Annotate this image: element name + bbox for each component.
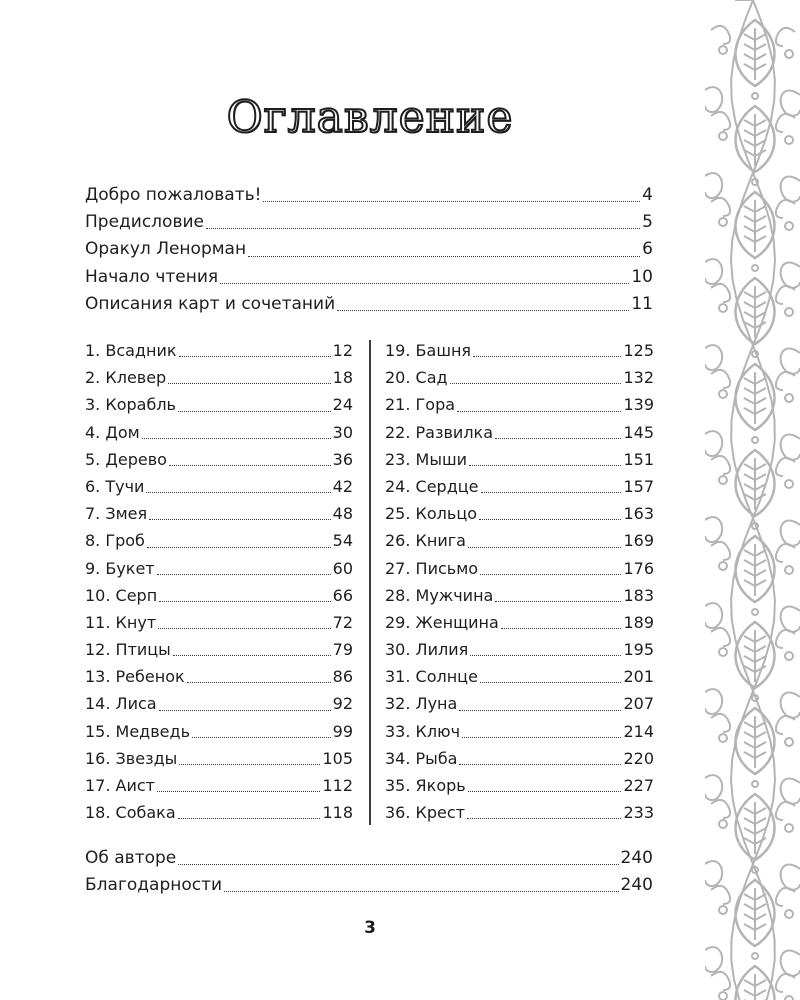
entry-title: Добро пожаловать!	[85, 185, 262, 205]
toc-card-entry	[85, 419, 353, 446]
toc-back-matter-list	[85, 845, 653, 899]
toc-entry	[85, 264, 653, 291]
dot-leader	[248, 255, 640, 257]
toc-card-entry	[85, 364, 353, 391]
entry-page: 12	[332, 341, 353, 360]
entry-title: 20. Сад	[385, 368, 448, 388]
entry-title: 2. Клевер	[85, 368, 167, 388]
entry-title: 24. Сердце	[385, 476, 479, 496]
dot-leader	[337, 309, 629, 311]
dot-leader	[495, 437, 621, 439]
entry-title: 11. Кнут	[85, 612, 157, 632]
entry-title: 26. Книга	[385, 531, 466, 551]
entry-page: 118	[322, 803, 353, 823]
entry-page: 240	[620, 848, 653, 868]
dot-leader	[501, 627, 622, 629]
toc-card-entry	[385, 364, 654, 391]
entry-title: Об авторе	[85, 848, 177, 868]
toc-card-entry	[385, 473, 654, 500]
entry-title: 32. Луна	[385, 694, 458, 714]
entry-title: 12. Птицы	[85, 640, 171, 660]
toc-card-entry	[85, 745, 353, 772]
entry-page: 42	[332, 476, 353, 496]
entry-title: 22. Развилка	[385, 422, 494, 442]
toc-card-entry	[85, 582, 353, 609]
entry-title: 19. Башня	[385, 341, 472, 360]
entry-page: 24	[332, 395, 353, 415]
entry-page: 10	[631, 266, 653, 287]
entry-page: 5	[642, 212, 653, 233]
entry-page: 36	[332, 449, 353, 469]
entry-title: 10. Серп	[85, 585, 158, 605]
entry-page: 105	[322, 748, 353, 768]
dot-leader	[157, 790, 320, 792]
toc-entry	[85, 209, 653, 236]
entry-title: 8. Гроб	[85, 531, 145, 551]
entry-page: 18	[332, 368, 353, 388]
dot-leader	[462, 736, 621, 738]
toc-card-entry	[85, 609, 353, 636]
entry-page: 220	[623, 748, 654, 768]
entry-title: 31. Солнце	[385, 667, 478, 687]
toc-card-entry	[385, 582, 654, 609]
dot-leader	[159, 709, 331, 711]
entry-page: 169	[623, 531, 654, 551]
toc-cards-right-column	[385, 337, 654, 826]
dot-leader	[468, 546, 621, 548]
dot-leader	[459, 763, 621, 765]
dot-leader	[224, 890, 618, 892]
page-title: Оглавление	[226, 92, 514, 143]
toc-card-entry	[385, 419, 654, 446]
toc-card-entry	[385, 690, 654, 717]
toc-card-entry	[385, 799, 654, 826]
entry-page: 240	[620, 875, 653, 896]
toc-card-entry	[385, 718, 654, 745]
dot-leader	[467, 817, 621, 819]
toc-card-entry	[85, 772, 353, 799]
toc-card-entry	[85, 555, 353, 582]
dot-leader	[480, 681, 622, 683]
entry-page: 54	[332, 531, 353, 551]
toc-entry	[85, 845, 653, 872]
toc-card-entry	[85, 446, 353, 473]
entry-page: 72	[332, 612, 353, 632]
entry-page: 99	[332, 721, 353, 741]
entry-title: 33. Ключ	[385, 721, 461, 741]
toc-cards-left-column	[85, 337, 353, 826]
entry-title: 3. Корабль	[85, 395, 176, 415]
dot-leader	[481, 491, 622, 493]
toc-card-entry	[85, 636, 353, 663]
entry-title: 1. Всадник	[85, 341, 177, 360]
entry-title: Предисловие	[85, 212, 204, 233]
dot-leader	[179, 763, 320, 765]
toc-card-entry	[385, 391, 654, 418]
entry-page: 227	[623, 776, 654, 795]
entry-page: 125	[623, 341, 654, 360]
dot-leader	[168, 382, 330, 384]
entry-page: 86	[332, 667, 353, 687]
entry-page: 189	[623, 612, 654, 632]
toc-card-entry	[85, 527, 353, 554]
entry-title: 34. Рыба	[385, 748, 458, 768]
entry-page: 30	[332, 422, 353, 442]
toc-card-entry	[385, 527, 654, 554]
column-divider	[369, 340, 371, 825]
toc-card-entry	[85, 718, 353, 745]
toc-entry	[85, 182, 653, 209]
toc-card-entry	[85, 473, 353, 500]
entry-page: 92	[332, 694, 353, 714]
dot-leader	[178, 817, 321, 819]
dot-leader	[187, 681, 331, 683]
entry-page: 157	[623, 476, 654, 496]
entry-page: 139	[623, 395, 654, 415]
dot-leader	[147, 546, 331, 548]
entry-title: 16. Звезды	[85, 748, 178, 768]
entry-title: 17. Аист	[85, 776, 155, 795]
entry-page: 195	[623, 640, 654, 660]
dot-leader	[146, 491, 330, 493]
toc-card-entry	[385, 446, 654, 473]
entry-title: 15. Медведь	[85, 721, 191, 741]
dot-leader	[459, 709, 621, 711]
entry-title: 5. Дерево	[85, 449, 167, 469]
dot-leader	[149, 518, 330, 520]
entry-title: 25. Кольцо	[385, 504, 478, 524]
toc-card-entry	[85, 663, 353, 690]
toc-entry	[85, 872, 653, 899]
entry-page: 60	[332, 558, 353, 578]
dot-leader	[479, 518, 621, 520]
entry-page: 183	[623, 585, 654, 605]
dot-leader	[173, 654, 331, 656]
entry-title: 28. Мужчина	[385, 585, 494, 605]
entry-page: 163	[623, 504, 654, 524]
dot-leader	[220, 282, 629, 284]
toc-card-entry	[85, 391, 353, 418]
entry-page: 6	[642, 239, 653, 260]
entry-title: 35. Якорь	[385, 776, 466, 795]
entry-title: 7. Змея	[85, 504, 148, 524]
entry-page: 79	[332, 640, 353, 660]
toc-card-entry	[85, 799, 353, 826]
dot-leader	[470, 654, 621, 656]
toc-card-entry	[385, 663, 654, 690]
entry-title: Оракул Ленорман	[85, 239, 247, 260]
entry-title: 23. Мыши	[385, 449, 468, 469]
dot-leader	[142, 437, 331, 439]
dot-leader	[450, 382, 622, 384]
toc-card-entry	[385, 609, 654, 636]
toc-card-entry	[385, 636, 654, 663]
dot-leader	[157, 573, 331, 575]
dot-leader	[159, 600, 330, 602]
toc-card-entry	[385, 337, 654, 364]
entry-title: Благодарности	[85, 875, 223, 896]
entry-title: 29. Женщина	[385, 612, 499, 632]
entry-title: 36. Крест	[385, 803, 466, 823]
dot-leader	[169, 464, 331, 466]
dot-leader	[457, 410, 621, 412]
toc-card-entry	[85, 500, 353, 527]
entry-title: 6. Тучи	[85, 476, 145, 496]
dot-leader	[206, 227, 640, 229]
toc-card-entry	[385, 772, 654, 799]
entry-page: 4	[642, 185, 653, 205]
entry-title: 30. Лилия	[385, 640, 469, 660]
toc-card-entry	[85, 690, 353, 717]
entry-title: Описания карт и сочетаний	[85, 293, 336, 314]
entry-page: 207	[623, 694, 654, 714]
entry-page: 66	[332, 585, 353, 605]
dot-leader	[480, 573, 621, 575]
entry-page: 145	[623, 422, 654, 442]
toc-main-list	[85, 182, 653, 318]
dot-leader	[473, 355, 621, 357]
entry-title: 13. Ребенок	[85, 667, 185, 687]
toc-card-entry	[385, 500, 654, 527]
entry-title: 14. Лиса	[85, 694, 157, 714]
entry-page: 132	[623, 368, 654, 388]
dot-leader	[192, 736, 331, 738]
entry-page: 11	[631, 293, 653, 314]
entry-title: Начало чтения	[85, 266, 219, 287]
entry-page: 201	[623, 667, 654, 687]
toc-card-entry	[385, 745, 654, 772]
dot-leader	[468, 790, 622, 792]
entry-page: 151	[623, 449, 654, 469]
toc-card-entry	[385, 555, 654, 582]
dot-leader	[179, 355, 331, 357]
entry-title: 21. Гора	[385, 395, 456, 415]
entry-page: 233	[623, 803, 654, 823]
entry-title: 4. Дом	[85, 422, 140, 442]
toc-card-entry	[85, 337, 353, 364]
entry-title: 27. Письмо	[385, 558, 479, 578]
entry-page: 112	[322, 776, 353, 795]
entry-page: 176	[623, 558, 654, 578]
entry-title: 9. Букет	[85, 558, 155, 578]
floral-ornament-border	[705, 0, 800, 1000]
dot-leader	[158, 627, 331, 629]
dot-leader	[178, 863, 618, 865]
entry-page: 214	[623, 721, 654, 741]
toc-entry	[85, 236, 653, 263]
page-number: 3	[364, 918, 376, 938]
toc-entry	[85, 291, 653, 318]
dot-leader	[495, 600, 621, 602]
entry-title: 18. Собака	[85, 803, 176, 823]
dot-leader	[469, 464, 621, 466]
entry-page: 48	[332, 504, 353, 524]
dot-leader	[263, 200, 640, 202]
dot-leader	[178, 410, 331, 412]
